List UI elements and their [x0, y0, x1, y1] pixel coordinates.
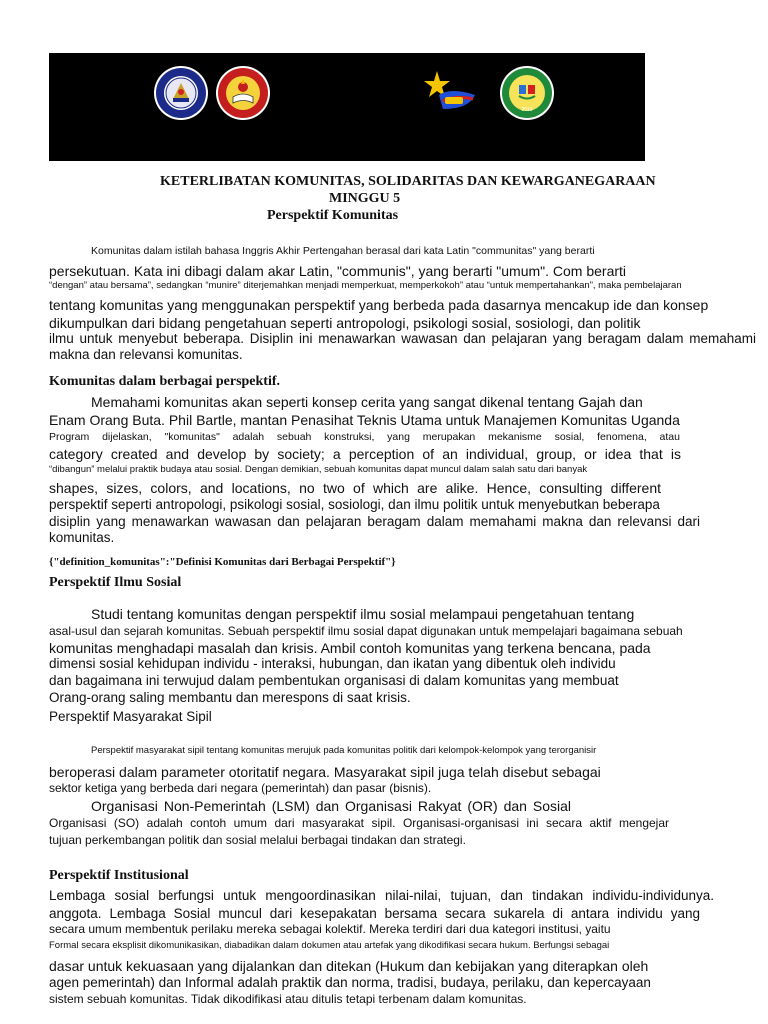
section-title: Perspektif Komunitas [267, 208, 399, 223]
institutional-heading: Perspektif Institusional [49, 868, 189, 883]
institutional-line-3: secara umum membentuk perilaku mereka sebagai kolektif. Mereka terdiri dari dua kategori institusi, yaitu [49, 922, 611, 936]
perspectives-line-3: Program dijelaskan, "komunitas" adalah sebuah konstruksi, yang merupakan mekanisme sosial, fenomena, atau [49, 431, 680, 443]
perspectives-line-2: Enam Orang Buta. Phil Bartle, mantan Penasihat Teknis Utama untuk Manajemen Komunitas Uganda [49, 412, 680, 428]
intro-line-1: Komunitas dalam istilah bahasa Inggris Akhir Pertengahan berasal dari kata Latin "communitas" yang berarti [91, 245, 595, 257]
civil-society-line-5: Organisasi (SO) adalah contoh umum dari masyarakat sipil. Organisasi-organisasi ini secara aktif mengejar [49, 816, 669, 830]
header-banner [49, 53, 645, 161]
social-science-line-2: asal-usul dan sejarah komunitas. Sebuah perspektif ilmu sosial dapat digunakan untuk mempelajari bagaimana sebuah [49, 624, 683, 638]
intro-line-6: ilmu untuk menyebut beberapa. Disiplin ini menawarkan wawasan dan pelajaran yang beragam dalam memahami [49, 331, 756, 346]
school-green-seal-icon [499, 65, 555, 121]
institutional-line-1: Lembaga sosial berfungsi untuk mengoordinasikan nilai-nilai, tujuan, dan tindakan individu-individunya. [49, 888, 714, 903]
intro-line-2: persekutuan. Kata ini dibagi dalam akar Latin, "communis", yang berarti "umum". Com berarti [49, 263, 627, 279]
social-science-line-6: Orang-orang saling membantu dan merespons di saat krisis. [49, 690, 411, 705]
perspectives-line-5: “dibangun” melalui praktik budaya atau sosial. Dengan demikian, sebuah komunitas dapat muncul dalam salah satu dari banyak [49, 464, 588, 475]
social-science-line-5: dan bagaimana ini terwujud dalam pembentukan organisasi di dalam komunitas yang membuat [49, 673, 619, 688]
perspectives-line-1: Memahami komunitas akan seperti konsep cerita yang sangat dikenal tentang Gajah dan [91, 394, 643, 410]
intro-line-4: tentang komunitas yang menggunakan perspektif yang berbeda pada dasarnya mencakup ide dan konsep [49, 297, 709, 313]
deped-seal-icon [153, 65, 209, 121]
civil-society-line-6: tujuan perkembangan politik dan sosial melalui berbagai tindakan dan strategi. [49, 833, 466, 847]
institutional-line-2: anggota. Lembaga Sosial muncul dari kesepakatan bersama secara sukarela di antara individu yang [49, 906, 700, 921]
social-science-heading: Perspektif Ilmu Sosial [49, 575, 182, 590]
perspectives-heading: Komunitas dalam berbagai perspektif. [49, 374, 281, 389]
civil-society-line-2: beroperasi dalam parameter otoritatif negara. Masyarakat sipil juga telah disebut sebagai [49, 764, 601, 780]
document-title: KETERLIBATAN KOMUNITAS, SOLIDARITAS DAN KEWARGANEGARAAN [160, 174, 656, 189]
social-science-line-4: dimensi sosial kehidupan individu - interaksi, hubungan, dan ikatan yang dibentuk oleh individu [49, 656, 616, 671]
school-seal-icon [215, 65, 271, 121]
institutional-line-7: sistem sebuah komunitas. Tidak dikodifikasi atau ditulis tetapi terbenam dalam komunitas. [49, 992, 527, 1006]
institutional-line-6: agen pemerintah) dan Informal adalah praktik dan norma, tradisi, budaya, perilaku, dan kepercayaan [49, 975, 651, 990]
intro-line-5: dikumpulkan dari bidang pengetahuan seperti antropologi, psikologi sosial, sosiologi, dan politik [49, 315, 641, 331]
civil-society-heading: Perspektif Masyarakat Sipil [49, 709, 212, 724]
civil-society-line-1: Perspektif masyarakat sipil tentang komunitas merujuk pada komunitas politik dari kelompok-kelompok yang terorganisir [91, 745, 597, 756]
perspectives-line-9: komunitas. [49, 530, 115, 545]
civil-society-line-4: Organisasi Non-Pemerintah (LSM) dan Organisasi Rakyat (OR) dan Sosial [91, 798, 571, 814]
week-label: MINGGU 5 [329, 191, 401, 206]
perspectives-line-4: category created and develop by society; a perception of an individual, group, or idea that is [49, 446, 681, 462]
civil-society-line-3: sektor ketiga yang berbeda dari negara (pemerintah) dan pasar (bisnis). [49, 781, 432, 795]
logo-year: 2019 [521, 107, 533, 113]
deped-star-logo-icon [419, 65, 483, 121]
perspectives-line-6: shapes, sizes, colors, and locations, no two of which are alike. Hence, consulting different [49, 480, 661, 496]
perspectives-line-7: perspektif seperti antropologi, psikologi sosial, sosiologi, dan ilmu politik untuk menyebutkan beberapa [49, 497, 660, 512]
institutional-line-4: Formal secara eksplisit dikomunikasikan, diabadikan dalam dokumen atau artefak yang dikodifikasi secara hukum. Berfungsi sebagai [49, 940, 610, 951]
definitions-note: {"definition_komunitas":"Definisi Komunitas dari Berbagai Perspektif"} [49, 556, 396, 568]
perspectives-line-8: disiplin yang menawarkan wawasan dan pelajaran beragam dalam memahami makna dan relevansi dari [49, 514, 700, 529]
social-science-line-1: Studi tentang komunitas dengan perspektif ilmu sosial melampaui pengetahuan tentang [91, 606, 635, 622]
intro-line-3: “dengan” atau bersama”, sedangkan “munire” diterjemahkan menjadi memperkuat, memperkokoh” atau “untuk mempertahankan”, maka pembelajaran [49, 280, 682, 291]
social-science-line-3: komunitas menghadapi masalah dan krisis. Ambil contoh komunitas yang terkena bencana, pada [49, 640, 651, 656]
institutional-line-5: dasar untuk kekuasaan yang dijalankan dan ditekan (Hukum dan kebijakan yang diterapkan oleh [49, 958, 649, 974]
intro-line-7: makna dan relevansi komunitas. [49, 347, 243, 362]
